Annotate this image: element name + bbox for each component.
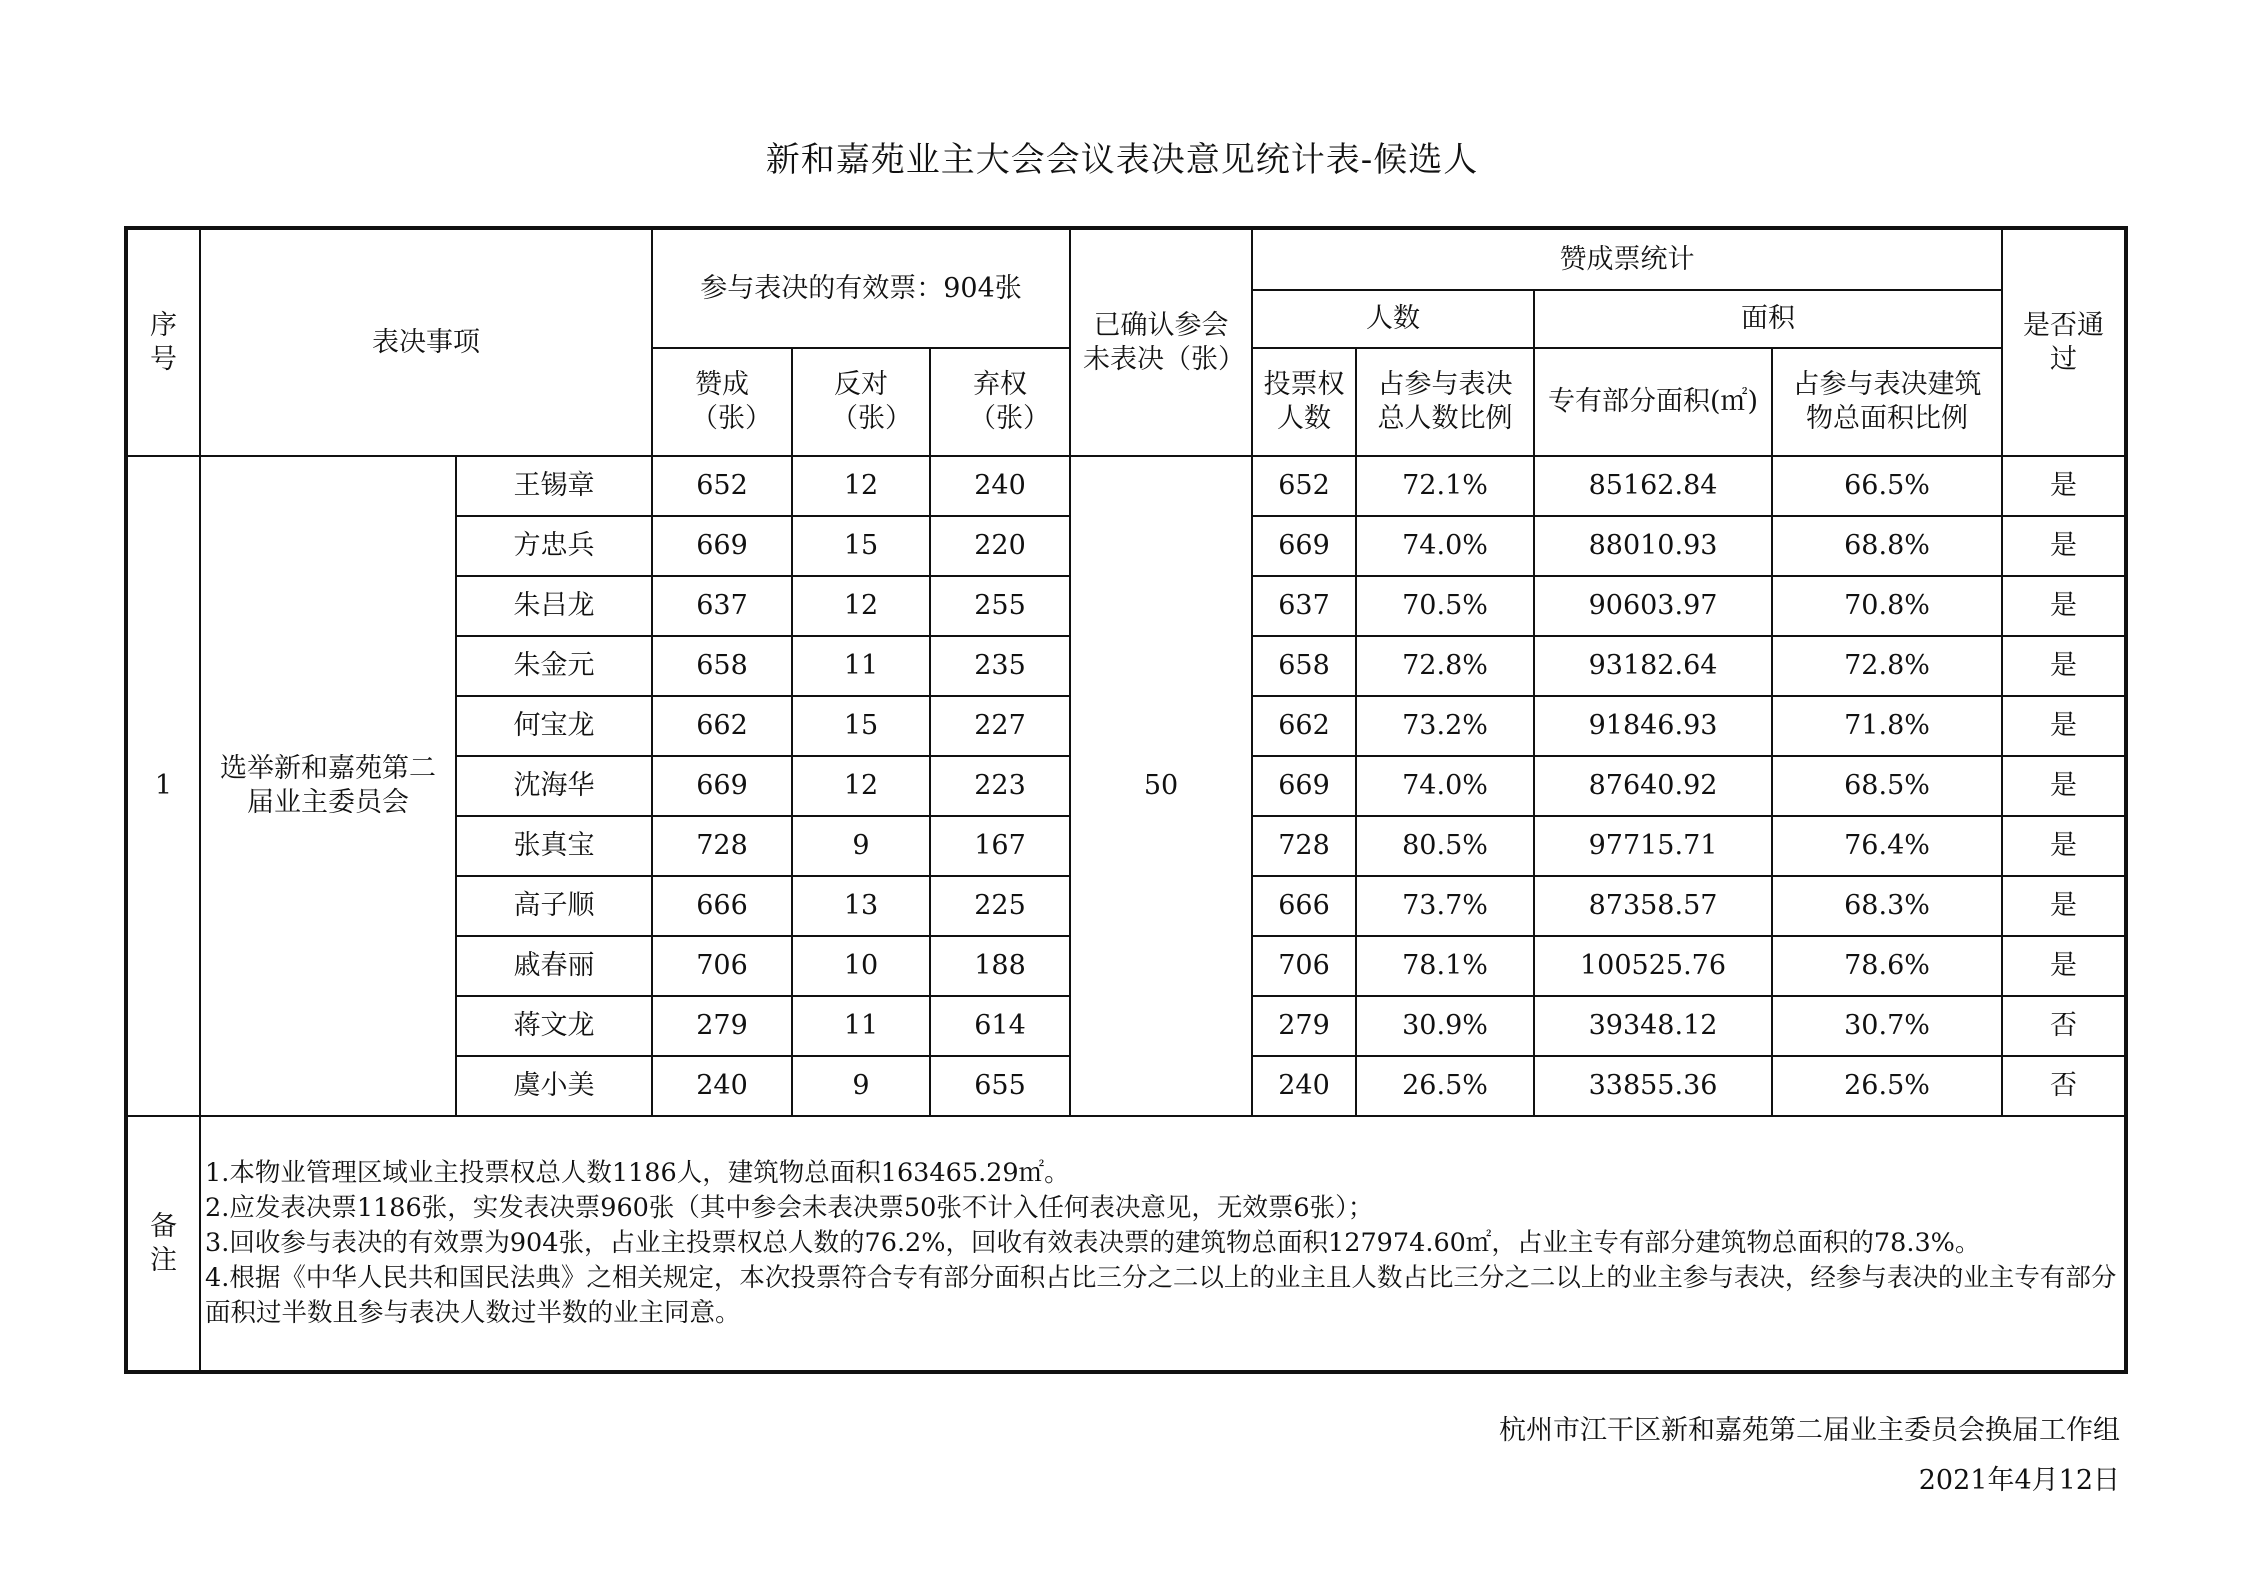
passed-status: 否 (2002, 1056, 2126, 1116)
voter-count: 666 (1252, 876, 1356, 936)
passed-status: 是 (2002, 696, 2126, 756)
abstain-count: 240 (930, 456, 1070, 516)
approve-count: 658 (652, 636, 792, 696)
exclusive-area: 33855.36 (1534, 1056, 1772, 1116)
header-area: 面积 (1534, 290, 2002, 348)
exclusive-area: 88010.93 (1534, 516, 1772, 576)
approve-count: 652 (652, 456, 792, 516)
candidate-name: 沈海华 (456, 756, 652, 816)
voter-ratio: 70.5% (1356, 576, 1534, 636)
exclusive-area: 93182.64 (1534, 636, 1772, 696)
area-ratio: 71.8% (1772, 696, 2002, 756)
header-area-ratio: 占参与表决建筑物总面积比例 (1772, 348, 2002, 456)
area-ratio: 66.5% (1772, 456, 2002, 516)
oppose-count: 12 (792, 756, 930, 816)
candidate-name: 何宝龙 (456, 696, 652, 756)
abstain-count: 227 (930, 696, 1070, 756)
oppose-count: 9 (792, 816, 930, 876)
remark-line: 3.回收参与表决的有效票为904张，占业主投票权总人数的76.2%，回收有效表决票的建筑物总面积127974.60㎡，占业主专有部分建筑物总面积的78.3%。 (205, 1228, 1981, 1258)
voter-count: 669 (1252, 516, 1356, 576)
voter-count: 279 (1252, 996, 1356, 1056)
passed-status: 是 (2002, 576, 2126, 636)
area-ratio: 68.8% (1772, 516, 2002, 576)
document-title: 新和嘉苑业主大会会议表决意见统计表-候选人 (765, 140, 1479, 180)
header-exclusive-area: 专有部分面积(㎡) (1534, 348, 1772, 456)
candidate-name: 虞小美 (456, 1056, 652, 1116)
exclusive-area: 90603.97 (1534, 576, 1772, 636)
voter-count: 728 (1252, 816, 1356, 876)
oppose-count: 12 (792, 576, 930, 636)
passed-status: 是 (2002, 456, 2126, 516)
approve-count: 666 (652, 876, 792, 936)
candidate-name: 戚春丽 (456, 936, 652, 996)
oppose-count: 11 (792, 996, 930, 1056)
voter-count: 240 (1252, 1056, 1356, 1116)
exclusive-area: 87358.57 (1534, 876, 1772, 936)
abstain-count: 167 (930, 816, 1070, 876)
header-approve: 赞成（张） (652, 348, 792, 456)
candidate-name: 王锡章 (456, 456, 652, 516)
candidate-name: 张真宝 (456, 816, 652, 876)
item-seq: 1 (126, 456, 200, 1116)
header-passed: 是否通过 (2002, 228, 2126, 456)
voter-count: 662 (1252, 696, 1356, 756)
header-voters: 投票权人数 (1252, 348, 1356, 456)
abstain-count: 188 (930, 936, 1070, 996)
passed-status: 是 (2002, 816, 2126, 876)
voter-ratio: 73.7% (1356, 876, 1534, 936)
area-ratio: 30.7% (1772, 996, 2002, 1056)
exclusive-area: 87640.92 (1534, 756, 1772, 816)
remark-line: 2.应发表决票1186张，实发表决票960张（其中参会未表决票50张不计入任何表决意见，无效票6张）； (205, 1193, 1374, 1223)
abstain-count: 655 (930, 1056, 1070, 1116)
header-valid-votes: 参与表决的有效票：904张 (652, 228, 1070, 348)
voter-ratio: 80.5% (1356, 816, 1534, 876)
no-vote-count: 50 (1070, 456, 1252, 1116)
oppose-count: 10 (792, 936, 930, 996)
candidate-name: 朱金元 (456, 636, 652, 696)
voter-count: 637 (1252, 576, 1356, 636)
area-ratio: 68.5% (1772, 756, 2002, 816)
voter-ratio: 26.5% (1356, 1056, 1534, 1116)
area-ratio: 26.5% (1772, 1056, 2002, 1116)
area-ratio: 68.3% (1772, 876, 2002, 936)
oppose-count: 11 (792, 636, 930, 696)
abstain-count: 223 (930, 756, 1070, 816)
approve-count: 279 (652, 996, 792, 1056)
exclusive-area: 100525.76 (1534, 936, 1772, 996)
exclusive-area: 91846.93 (1534, 696, 1772, 756)
abstain-count: 235 (930, 636, 1070, 696)
approve-count: 662 (652, 696, 792, 756)
oppose-count: 13 (792, 876, 930, 936)
remarks-content (200, 1116, 2126, 1372)
candidate-name: 蒋文龙 (456, 996, 652, 1056)
approve-count: 637 (652, 576, 792, 636)
oppose-count: 9 (792, 1056, 930, 1116)
voter-ratio: 78.1% (1356, 936, 1534, 996)
approve-count: 669 (652, 756, 792, 816)
voter-count: 706 (1252, 936, 1356, 996)
remarks-label: 备注 (126, 1116, 200, 1372)
remark-line: 4.根据《中华人民共和国民法典》之相关规定，本次投票符合专有部分面积占比三分之二以上的业主且人数占比三分之二以上的业主参与表决，经参与表决的业主专有部分面积过半数且参与表决人数过半数的业主同意。 (205, 1263, 2117, 1328)
passed-status: 是 (2002, 636, 2126, 696)
header-oppose: 反对（张） (792, 348, 930, 456)
footer-organization: 杭州市江干区新和嘉苑第二届业主委员会换届工作组 (1499, 1415, 2120, 1446)
header-matter: 表决事项 (200, 228, 652, 456)
passed-status: 否 (2002, 996, 2126, 1056)
candidate-name: 方忠兵 (456, 516, 652, 576)
header-abstain: 弃权（张） (930, 348, 1070, 456)
voter-ratio: 30.9% (1356, 996, 1534, 1056)
passed-status: 是 (2002, 756, 2126, 816)
exclusive-area: 39348.12 (1534, 996, 1772, 1056)
voter-ratio: 74.0% (1356, 756, 1534, 816)
header-voters-ratio: 占参与表决总人数比例 (1356, 348, 1534, 456)
area-ratio: 72.8% (1772, 636, 2002, 696)
area-ratio: 76.4% (1772, 816, 2002, 876)
header-confirmed-no-vote: 已确认参会未表决（张） (1070, 228, 1252, 456)
candidate-name: 高子顺 (456, 876, 652, 936)
voter-ratio: 74.0% (1356, 516, 1534, 576)
candidate-name: 朱吕龙 (456, 576, 652, 636)
area-ratio: 78.6% (1772, 936, 2002, 996)
voter-ratio: 73.2% (1356, 696, 1534, 756)
item-matter: 选举新和嘉苑第二届业主委员会 (200, 456, 456, 1116)
table-row (126, 456, 2126, 516)
header-approve-stats: 赞成票统计 (1252, 228, 2002, 290)
exclusive-area: 97715.71 (1534, 816, 1772, 876)
approve-count: 706 (652, 936, 792, 996)
approve-count: 669 (652, 516, 792, 576)
remark-line: 1.本物业管理区域业主投票权总人数1186人，建筑物总面积163465.29㎡。 (205, 1158, 1070, 1188)
passed-status: 是 (2002, 936, 2126, 996)
voter-ratio: 72.8% (1356, 636, 1534, 696)
header-seq: 序号 (126, 228, 200, 456)
abstain-count: 220 (930, 516, 1070, 576)
abstain-count: 225 (930, 876, 1070, 936)
abstain-count: 614 (930, 996, 1070, 1056)
oppose-count: 15 (792, 516, 930, 576)
exclusive-area: 85162.84 (1534, 456, 1772, 516)
oppose-count: 15 (792, 696, 930, 756)
approve-count: 240 (652, 1056, 792, 1116)
abstain-count: 255 (930, 576, 1070, 636)
voter-count: 658 (1252, 636, 1356, 696)
passed-status: 是 (2002, 516, 2126, 576)
area-ratio: 70.8% (1772, 576, 2002, 636)
voter-count: 652 (1252, 456, 1356, 516)
approve-count: 728 (652, 816, 792, 876)
voter-ratio: 72.1% (1356, 456, 1534, 516)
oppose-count: 12 (792, 456, 930, 516)
voter-count: 669 (1252, 756, 1356, 816)
header-people: 人数 (1252, 290, 1534, 348)
vote-statistics-table (124, 226, 2128, 1374)
passed-status: 是 (2002, 876, 2126, 936)
footer-date: 2021年4月12日 (1918, 1465, 2120, 1496)
